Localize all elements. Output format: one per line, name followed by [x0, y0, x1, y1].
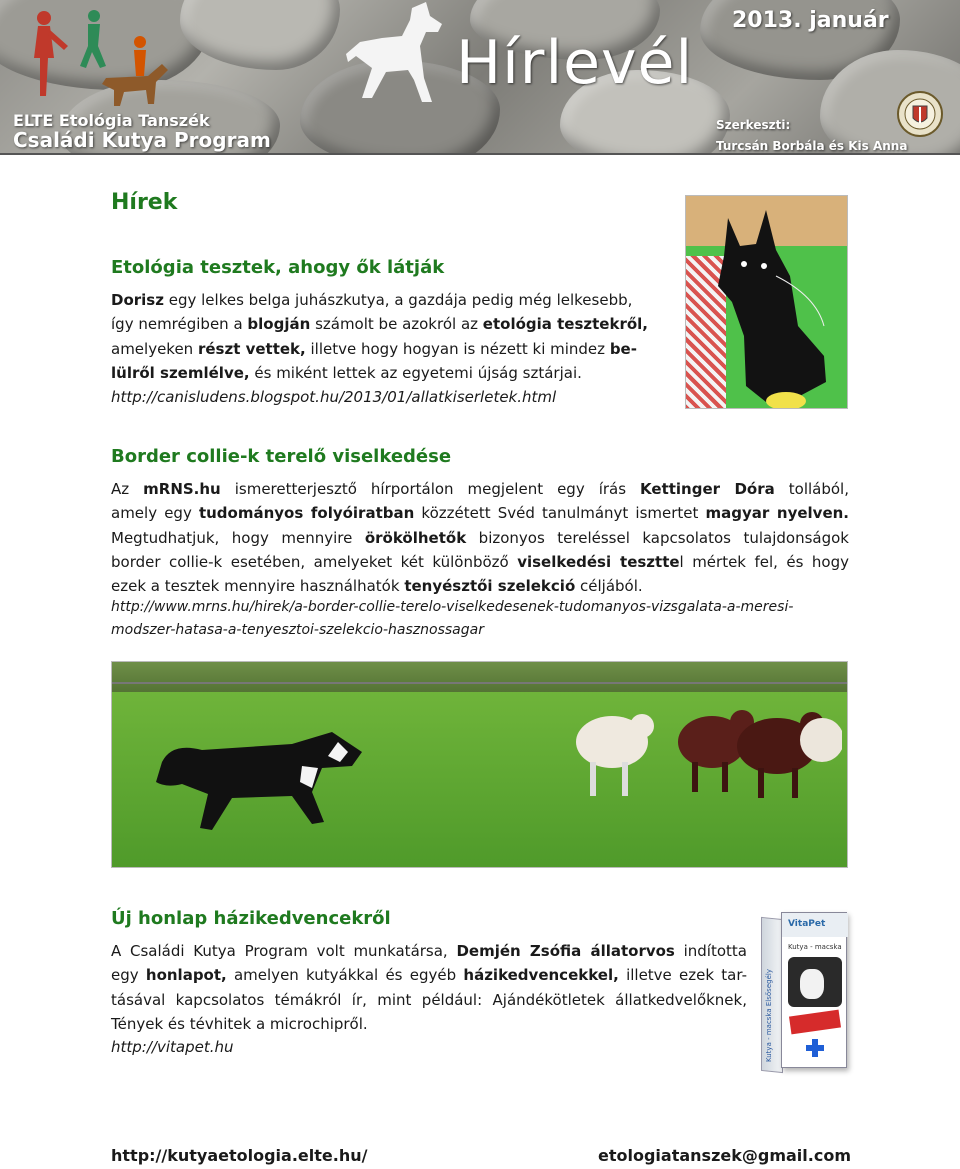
bold-phrase: Demjén Zsófia állatorvos — [456, 942, 675, 960]
text-run: ismeretterjesztő hírportálon megjelent egy írás — [220, 480, 641, 498]
text-run: border collie-k esetében, amelyeket két különböző — [111, 552, 518, 571]
article1-link[interactable]: http://canisludens.blogspot.hu/2013/01/allatkiserletek.html — [111, 388, 557, 406]
cave-figures-icon — [28, 6, 178, 110]
book-spine-text: Kutya - macska Elsősegély — [765, 969, 773, 1062]
bold-phrase: tudományos folyóiratban — [198, 504, 415, 523]
article1-title: Etológia tesztek, ahogy ők látják — [111, 257, 445, 278]
text-run: Tények és tévhitek a microchipről. — [111, 1014, 368, 1033]
text-run: így nemrégiben a — [111, 315, 248, 334]
paragraph-line — [111, 939, 747, 963]
paragraph-line — [111, 312, 676, 336]
department-name: ELTE Etológia Tanszék — [13, 111, 210, 130]
text-run: amelyeken — [111, 339, 198, 358]
bold-phrase: részt vettek, — [197, 339, 306, 358]
belgian-shepherd-photo — [685, 195, 848, 409]
text-run: amely egy — [111, 504, 199, 523]
article3-title: Új honlap házikedvencekről — [111, 908, 391, 929]
bold-phrase: örökölhetők — [364, 528, 467, 547]
book-brand: VitaPet — [788, 919, 826, 929]
dog-silhouette-icon — [342, 2, 452, 106]
text-run: egy — [111, 966, 146, 985]
text-run: bizonyos tereléssel kapcsolatos tulajdonságok — [466, 528, 849, 547]
bold-phrase: mRNS.hu — [143, 480, 221, 498]
text-run: illetve hogy hogyan is nézett ki mindez — [305, 339, 610, 358]
header-banner — [0, 0, 960, 155]
bold-phrase: Kettinger Dóra — [640, 480, 775, 498]
university-seal-icon — [896, 90, 944, 138]
article2-body — [111, 477, 849, 598]
footer-website-link[interactable]: http://kutyaetologia.elte.hu/ — [111, 1146, 368, 1165]
paragraph-line — [111, 337, 676, 361]
paragraph-line — [111, 288, 676, 312]
article3-link[interactable]: http://vitapet.hu — [111, 1038, 234, 1056]
text-run: közzétett Svéd tanulmányt ismertet — [414, 504, 706, 523]
paragraph-line — [111, 963, 747, 987]
text-run: egy lelkes belga juhászkutya, a gazdája pedig még lelkesebb, — [163, 291, 633, 309]
text-run: és miként lettek az egyetemi újság sztárjai. — [249, 363, 582, 382]
bold-phrase: Dorisz — [111, 291, 164, 309]
paragraph-line — [111, 550, 849, 574]
bold-phrase: tenyésztői szelekció — [404, 577, 576, 596]
bold-phrase: blogján — [247, 315, 311, 334]
text-run: Megtudhatjuk, hogy mennyire — [111, 528, 365, 547]
masthead-title: Hírlevél — [456, 28, 694, 98]
text-run: l mértek fel, és hogy — [679, 552, 849, 571]
bold-phrase: etológia tesztekről, — [482, 315, 648, 334]
text-run: amelyen kutyákkal és egyéb — [226, 966, 464, 985]
editor-label: Szerkeszti: — [716, 118, 791, 132]
text-run: Az — [111, 480, 144, 498]
text-run: tollából, — [774, 480, 849, 498]
editor-names: Turcsán Borbála és Kis Anna — [716, 139, 908, 153]
text-run: számolt be azokról az — [310, 315, 483, 334]
program-name: Családi Kutya Program — [13, 128, 271, 152]
book-title: Kutya - macska — [788, 943, 842, 951]
section-title: Hírek — [111, 190, 178, 215]
text-run: A Családi Kutya Program volt munkatársa, — [111, 942, 457, 960]
paragraph-line — [111, 988, 747, 1012]
article2-link-line1[interactable]: http://www.mrns.hu/hirek/a-border-collie-terelo-viselkedesenek-tudomanyos-vizsgalata-a-meresi- — [111, 599, 794, 615]
text-run: céljából. — [575, 577, 643, 596]
article2-title: Border collie-k terelő viselkedése — [111, 446, 452, 467]
text-run: ezek a tesztek mennyire használhatók — [111, 577, 405, 596]
article3-body — [111, 939, 747, 1036]
footer-email-link[interactable]: etologiatanszek@gmail.com — [598, 1146, 851, 1165]
text-run: indította — [674, 942, 747, 960]
bold-phrase: magyar nyelven. — [705, 504, 849, 523]
article1-body — [111, 288, 676, 385]
issue-date: 2013. január — [732, 8, 889, 33]
text-run: illetve ezek tar- — [618, 966, 747, 985]
paragraph-line — [111, 477, 849, 501]
bold-phrase: lülről szemlélve, — [111, 363, 250, 382]
bold-phrase: házikedvencekkel, — [463, 966, 619, 985]
paragraph-line — [111, 361, 676, 385]
bold-phrase: be- — [609, 339, 637, 358]
paragraph-line — [111, 574, 849, 598]
text-run: tásával kapcsolatos témákról ír, mint például: Ajándékötletek állatkedvelőknek, — [111, 990, 747, 1009]
bold-phrase: honlapot, — [145, 966, 227, 985]
paragraph-line — [111, 1012, 747, 1036]
first-aid-book-cover — [761, 912, 849, 1074]
paragraph-line — [111, 526, 849, 550]
article2-link-line2[interactable]: modszer-hatasa-a-tenyesztoi-szelekcio-hasznossagar — [111, 622, 484, 638]
border-collie-herding-photo — [111, 661, 848, 868]
bold-phrase: viselkedési tesztte — [517, 552, 680, 571]
paragraph-line — [111, 501, 849, 525]
